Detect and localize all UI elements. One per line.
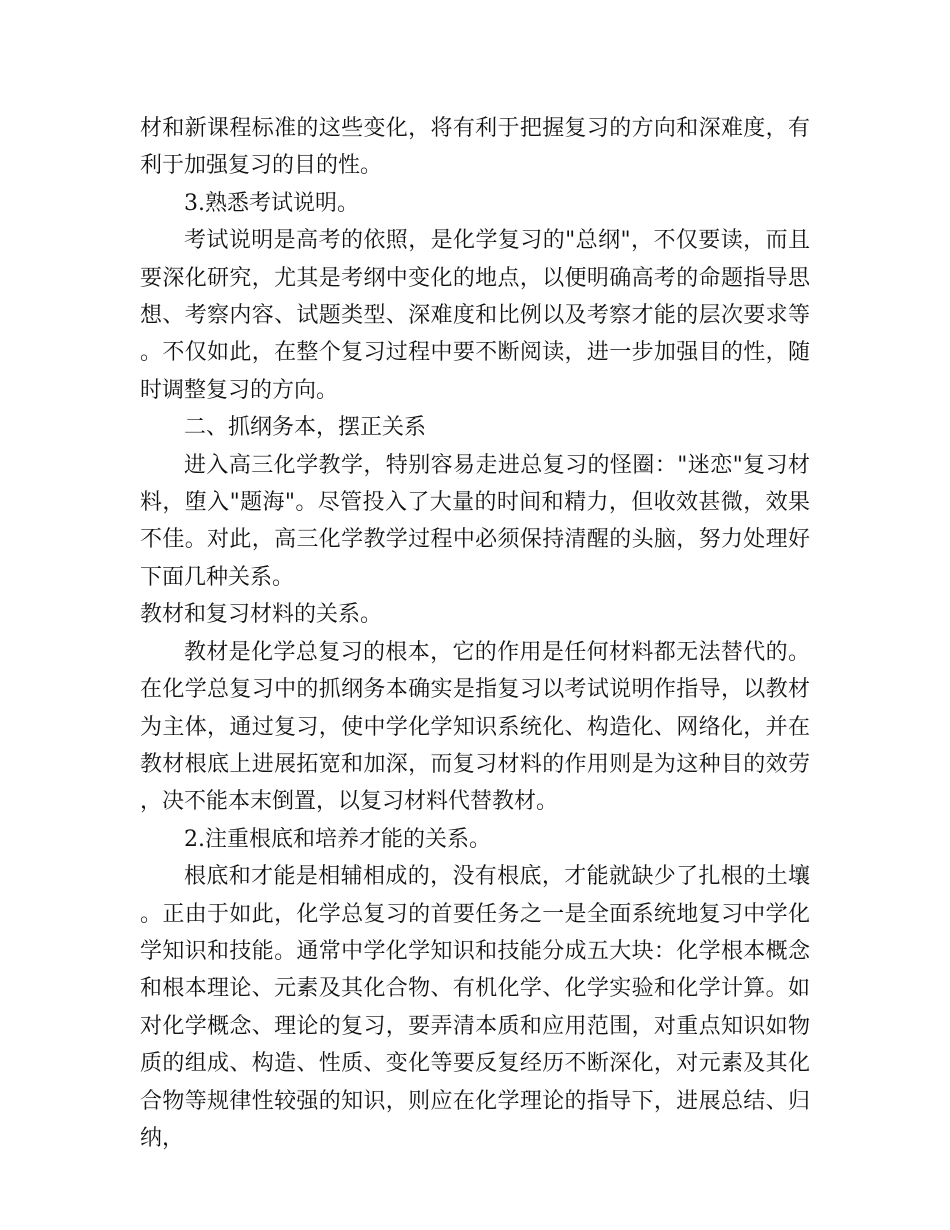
- paragraph-textbook-role: 教材是化学总复习的根本，它的作用是任何材料都无法替代的。在化学总复习中的抓纲务本确实是指复习以考试说明作指导，以教材为主体，通过复习，使中学化学知识系统化、构造化、网络化，并在教材根底上进展拓宽和加深，而复习材料的作用则是为这种目的效劳，决不能本末倒置，以复习材料代替教材。: [140, 639, 810, 815]
- paragraph-intro-continuation: 材和新课程标准的这些变化，将有利于把握复习的方向和深难度，有利于加强复习的目的性。: [140, 116, 810, 179]
- heading-foundation-ability: 2.注重根底和培养才能的关系。: [184, 826, 491, 852]
- section-heading-two: 二、抓纲务本，摆正关系: [184, 415, 427, 441]
- document-body: [140, 110, 810, 1157]
- paragraph-foundation-ability: 根底和才能是相辅相成的，没有根底，才能就缺少了扎根的土壤。正由于如此，化学总复习的首要任务之一是全面系统地复习中学化学知识和技能。通常中学化学知识和技能分成五大块：化学根本概念和根本理论、元素及其化合物、有机化学、化学实验和化学计算。如对化学概念、理论的复习，要弄清本质和应用范围，对重点知识如物质的组成、构造、性质、变化等要反复经历不断深化，对元素及其化合物等规律性较强的知识，则应在化学理论的指导下，进展总结、归纳，: [140, 864, 810, 1151]
- heading-textbook-materials: 教材和复习材料的关系。: [140, 602, 383, 628]
- paragraph-senior-three-teaching: 进入高三化学教学，特别容易走进总复习的怪圈："迷恋"复习材料，堕入"题海"。尽管投入了大量的时间和精力，但收效甚微，效果不佳。对此，高三化学教学过程中必须保持清醒的头脑，努力处理好下面几种关系。: [140, 452, 810, 590]
- paragraph-exam-guide: 考试说明是高考的依照，是化学复习的"总纲"，不仅要读，而且要深化研究，尤其是考纲中变化的地点，以便明确高考的命题指导思想、考察内容、试题类型、深难度和比例以及考察才能的层次要求等。不仅如此，在整个复习过程中要不断阅读，进一步加强目的性，随时调整复习的方向。: [140, 228, 810, 403]
- heading-familiarize-exam-guide: 3.熟悉考试说明。: [184, 190, 359, 216]
